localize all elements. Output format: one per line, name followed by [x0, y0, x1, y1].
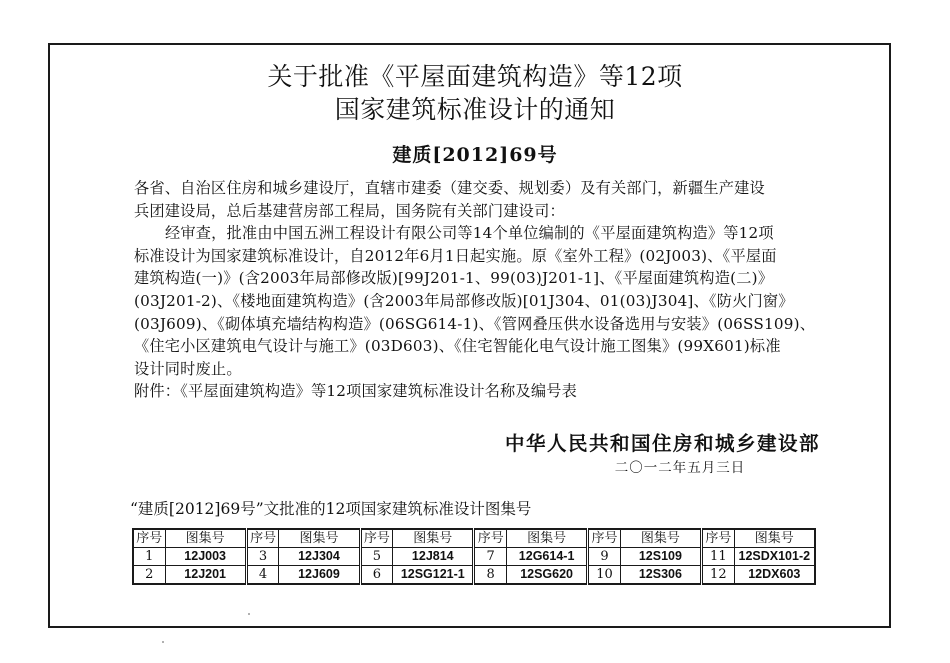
code-cell: 12S306 [620, 566, 701, 585]
body-line: 设计同时废止。 [134, 359, 242, 378]
header-seq: 序号 [360, 529, 393, 548]
seq-cell: 10 [588, 566, 621, 585]
body-line: 标准设计为国家建筑标准设计，自2012年6月1日起实施。原《室外工程》(02J003)、《平屋面 [134, 246, 777, 265]
seq-cell: 1 [133, 548, 165, 566]
code-cell: 12S109 [620, 548, 701, 566]
code-cell: 12SDX101-2 [734, 548, 815, 566]
body-line: 建筑构造(一)》(含2003年局部修改版)[99J201-1、99(03)J201-1]、《平屋面建筑构造(二)》 [134, 269, 774, 288]
header-seq: 序号 [133, 529, 165, 548]
code-cell: 12J003 [165, 548, 246, 566]
scan-speck [162, 641, 164, 643]
header-seq: 序号 [588, 529, 621, 548]
seq-cell: 2 [133, 566, 165, 585]
notice-title-line1: 关于批准《平屋面建筑构造》等12项 [267, 62, 683, 91]
header-seq: 序号 [246, 529, 279, 548]
table-row [133, 548, 815, 566]
code-cell: 12DX603 [734, 566, 815, 585]
header-code: 图集号 [393, 529, 474, 548]
atlas-number-table [132, 528, 816, 585]
header-code: 图集号 [734, 529, 815, 548]
table-row [133, 566, 815, 585]
table-header-row [133, 529, 815, 548]
code-cell: 12J814 [393, 548, 474, 566]
header-code: 图集号 [165, 529, 246, 548]
header-code: 图集号 [506, 529, 587, 548]
issue-date: 二〇一二年五月三日 [614, 460, 746, 476]
body-line: (03J609)、《砌体填充墙结构构造》(06SG614-1)、《管网叠压供水设备选用与安装》(06SS109)、 [134, 314, 816, 333]
issuing-authority: 中华人民共和国住房和城乡建设部 [504, 432, 820, 455]
code-cell: 12J609 [279, 566, 360, 585]
code-cell: 12SG620 [506, 566, 587, 585]
seq-cell: 7 [474, 548, 507, 566]
seq-cell: 12 [702, 566, 735, 585]
body-line: 经审查，批准由中国五洲工程设计有限公司等14个单位编制的《平屋面建筑构造》等12项 [165, 224, 774, 243]
seq-cell: 9 [588, 548, 621, 566]
scan-speck [248, 613, 250, 615]
seq-cell: 8 [474, 566, 507, 585]
header-code: 图集号 [279, 529, 360, 548]
seq-cell: 3 [246, 548, 279, 566]
header-seq: 序号 [702, 529, 735, 548]
header-seq: 序号 [474, 529, 507, 548]
seq-cell: 6 [360, 566, 393, 585]
code-cell: 12J201 [165, 566, 246, 585]
code-cell: 12G614-1 [506, 548, 587, 566]
body-line: 《住宅小区建筑电气设计与施工》(03D603)、《住宅智能化电气设计施工图集》(99X601)标准 [134, 337, 781, 356]
body-line: 兵团建设局，总后基建营房部工程局，国务院有关部门建设司： [134, 201, 565, 220]
notice-title-line2: 国家建筑标准设计的通知 [334, 95, 616, 124]
body-line: 各省、自治区住房和城乡建设厅，直辖市建委（建交委、规划委）及有关部门，新疆生产建设 [134, 179, 765, 197]
table-caption: “建质[2012]69号”文批准的12项国家建筑标准设计图集号 [130, 500, 532, 518]
document-number: 建质[2012]69号 [392, 144, 558, 166]
body-line: (03J201-2)、《楼地面建筑构造》(含2003年局部修改版)[01J304、01(03)J304]、《防火门窗》 [134, 291, 794, 310]
attachment-line: 附件：《平屋面建筑构造》等12项国家建筑标准设计名称及编号表 [134, 382, 577, 401]
code-cell: 12J304 [279, 548, 360, 566]
notice-body [134, 177, 824, 403]
seq-cell: 5 [360, 548, 393, 566]
code-cell: 12SG121-1 [393, 566, 474, 585]
header-code: 图集号 [620, 529, 701, 548]
seq-cell: 11 [702, 548, 735, 566]
seq-cell: 4 [246, 566, 279, 585]
